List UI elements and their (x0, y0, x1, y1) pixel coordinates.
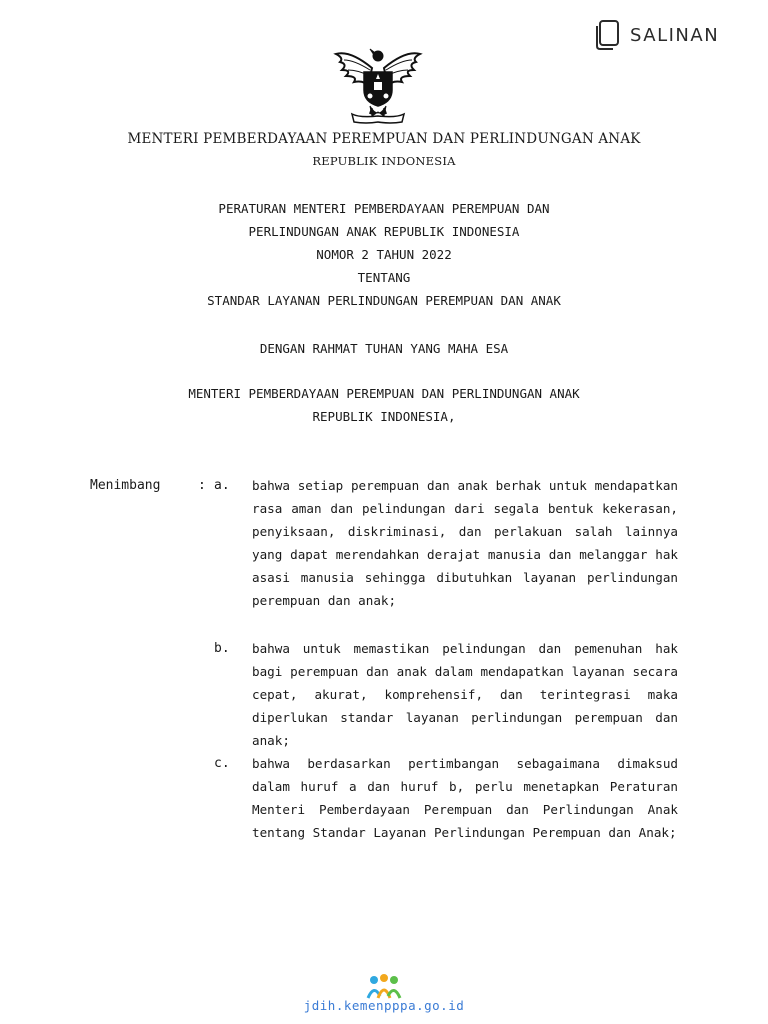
considering-item-c-text: bahwa berdasarkan pertimbangan sebagaimana dimaksud dalam huruf a dan huruf b, perlu menetapkan Peraturan Menteri Pemberdayaan Perempuan dan Perlindungan Anak tentang Standar Layanan Perlindungan Perempuan dan Anak; (252, 756, 678, 841)
considering-colon: : (198, 478, 206, 493)
considering-item-a-text: bahwa setiap perempuan dan anak berhak untuk mendapatkan rasa aman dan pelindungan dari segala bentuk kekerasan, penyiksaan, diskriminasi, dan perlakuan salah lainnya yang dapat merendahkan derajat manusia dan melanggar hak asasi manusia sehingga dibutuhkan layanan perlindungan perempuan dan anak; (252, 478, 678, 609)
considering-item-c-letter: c. (214, 756, 230, 771)
copy-icon (594, 20, 620, 50)
salinan-stamp (594, 20, 719, 50)
regulation-subject: STANDAR LAYANAN PERLINDUNGAN PEREMPUAN DAN ANAK (207, 293, 561, 308)
considering-item-b-text: bahwa untuk memastikan pelindungan dan pemenuhan hak bagi perempuan dan anak dalam mendapatkan layanan secara cepat, akurat, komprehensif, dan terintegrasi maka diperlukan standar layanan perlindungan perempuan dan anak; (252, 641, 678, 749)
regulation-about: TENTANG (357, 270, 411, 285)
authority-line-2: REPUBLIK INDONESIA, (312, 409, 456, 424)
authority-line-1: MENTERI PEMBERDAYAAN PEREMPUAN DAN PERLINDUNGAN ANAK (188, 386, 580, 401)
considering-label: Menimbang (90, 478, 161, 493)
footer-url-link[interactable]: jdih.kemenpppa.go.id (303, 998, 465, 1013)
regulation-title-line-2: PERLINDUNGAN ANAK REPUBLIK INDONESIA (248, 224, 520, 239)
issuer-line-1: MENTERI PEMBERDAYAAN PEREMPUAN DAN PERLINDUNGAN ANAK (127, 131, 641, 147)
salinan-label: SALINAN (630, 24, 720, 46)
issuer-line-2: REPUBLIK INDONESIA (312, 154, 456, 168)
considering-item-b-letter: b. (214, 641, 230, 656)
regulation-number: NOMOR 2 TAHUN 2022 (316, 247, 452, 262)
invocation: DENGAN RAHMAT TUHAN YANG MAHA ESA (259, 341, 509, 356)
considering-item-a-letter: a. (214, 478, 230, 493)
garuda-pancasila-emblem (330, 46, 426, 126)
regulation-title-line-1: PERATURAN MENTERI PEMBERDAYAAN PEREMPUAN DAN (218, 201, 550, 216)
